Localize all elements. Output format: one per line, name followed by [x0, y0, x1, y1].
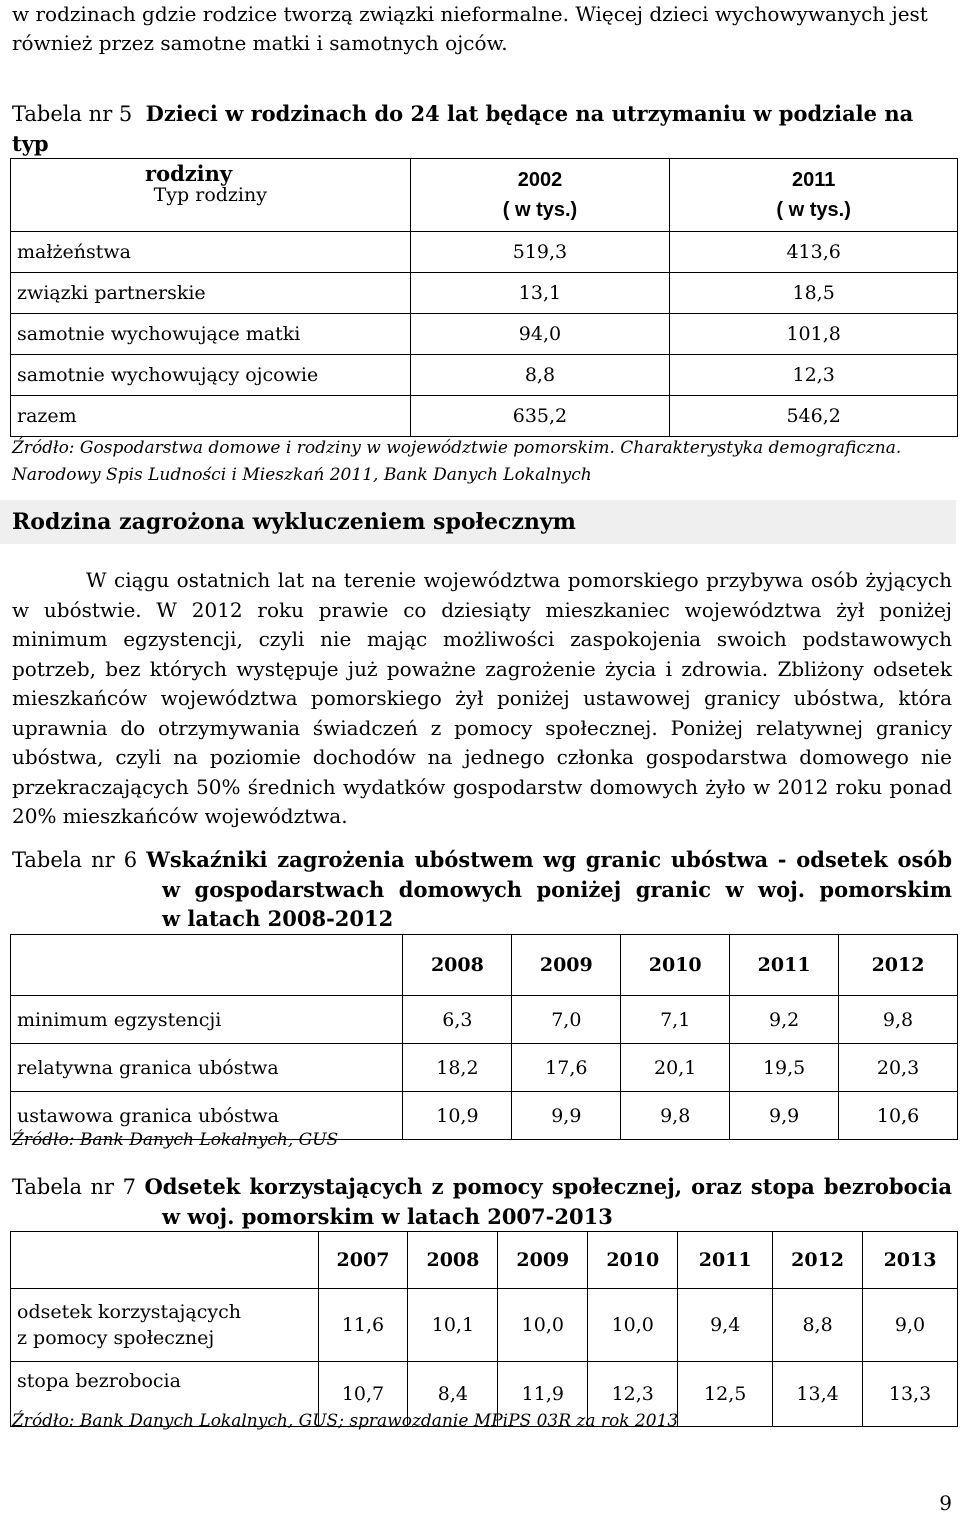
table-row: [11, 314, 958, 355]
table5: [10, 158, 958, 437]
cell: 10,0: [498, 1289, 588, 1362]
table7-header-row: [11, 1232, 958, 1289]
cell: 17,6: [512, 1044, 621, 1092]
cell: 9,9: [512, 1092, 621, 1140]
year-header: 2011: [678, 1232, 773, 1289]
cell-2002: 13,1: [410, 273, 670, 314]
table5-title-cont: rodziny: [145, 161, 233, 186]
cell: 7,0: [512, 996, 621, 1044]
row-label: odsetek korzystających z pomocy społecznej: [11, 1289, 319, 1362]
cell: 10,6: [839, 1092, 958, 1140]
table6-source: Źródło: Bank Danych Lokalnych, GUS: [12, 1130, 339, 1150]
body-paragraph: W ciągu ostatnich lat na terenie województwa pomorskiego przybywa osób żyjących w ubóstwie. W 2012 roku prawie co dziesiąty mieszkaniec województwa żył poniżej minimum egzystencji, czyli nie mając możliwości zaspokojenia swoich podstawowych potrzeb, bez których występuje już poważne zagrożenie życia i zdrowia. Zbliżony odsetek mieszkańców województwa pomorskiego żył poniżej ustawowej granicy ubóstwa, która uprawnia do otrzymywania świadczeń z pomocy społecznej. Poniżej relatywnej granicy ubóstwa, czyli na poziomie dochodów na jednego członka gospodarstwa domowego nie przekraczających 50% średnich wydatków gospodarstw domowych żyło w 2012 roku ponad 20% mieszkańców województwa.: [12, 568, 952, 828]
row-label: ustawowa granica ubóstwa: [11, 1092, 403, 1140]
cell-2011: 101,8: [670, 314, 958, 355]
cell: 9,8: [839, 996, 958, 1044]
table6-header-row: [11, 935, 958, 996]
cell: 9,2: [730, 996, 839, 1044]
cell: 12,5: [678, 1362, 773, 1427]
section-heading: Rodzina zagrożona wykluczeniem społecznym: [0, 500, 956, 544]
page-number: 9: [939, 1491, 952, 1515]
table6-number: Tabela nr 6: [12, 848, 138, 872]
cell: 8,8: [773, 1289, 863, 1362]
cell: 8,4: [408, 1362, 498, 1427]
table-row: [11, 232, 958, 273]
table5-number: Tabela nr 5: [12, 102, 133, 126]
year-header: 2009: [498, 1232, 588, 1289]
year-header: 2010: [588, 1232, 678, 1289]
cell: 20,1: [621, 1044, 730, 1092]
cell-2002: 635,2: [410, 396, 670, 437]
table5-header-year2: 2011 ( w tys.): [670, 159, 958, 232]
row-label: minimum egzystencji: [11, 996, 403, 1044]
year-header: 2008: [408, 1232, 498, 1289]
row-label: samotnie wychowujący ojcowie: [11, 355, 411, 396]
table-row: [11, 1044, 958, 1092]
cell: 9,8: [621, 1092, 730, 1140]
cell-2002: 519,3: [410, 232, 670, 273]
cell-2011: 18,5: [670, 273, 958, 314]
table6: [10, 934, 958, 1140]
year-header: 2012: [773, 1232, 863, 1289]
cell: 12,3: [588, 1362, 678, 1427]
table5-header-type: Typ rodziny: [11, 159, 411, 232]
cell: 10,0: [588, 1289, 678, 1362]
table5-header-year1: 2002 ( w tys.): [410, 159, 670, 232]
table7-title-cont: w woj. pomorskim w latach 2007-2013: [162, 1204, 613, 1229]
table-row: [11, 273, 958, 314]
cell: 11,9: [498, 1362, 588, 1427]
cell: 7,1: [621, 996, 730, 1044]
table5-header-row: [11, 159, 958, 232]
table6-title: Wskaźniki zagrożenia ubóstwem wg granic ubóstwa - odsetek osób: [146, 847, 952, 872]
year-header: 2010: [621, 935, 730, 996]
table-row: [11, 355, 958, 396]
table7-number: Tabela nr 7: [12, 1175, 136, 1199]
cell: 13,3: [863, 1362, 958, 1427]
table6-header-empty: [11, 935, 403, 996]
table5-title: Dzieci w rodzinach do 24 lat będące na utrzymaniu w podziale na typ: [12, 101, 914, 156]
row-label: stopa bezrobocia: [11, 1362, 319, 1427]
cell: 9,0: [863, 1289, 958, 1362]
table-row: [11, 1289, 958, 1362]
row-label: małżeństwa: [11, 232, 411, 273]
intro-text: w rodzinach gdzie rodzice tworzą związki nieformalne. Więcej dzieci wychowywanych jest również przez samotne matki i samotnych ojców.: [12, 2, 928, 55]
table7-title: Odsetek korzystających z pomocy społecznej, oraz stopa bezrobocia: [144, 1174, 952, 1199]
year-header: 2011: [730, 935, 839, 996]
cell: 20,3: [839, 1044, 958, 1092]
row-label: razem: [11, 396, 411, 437]
cell: 13,4: [773, 1362, 863, 1427]
cell: 9,9: [730, 1092, 839, 1140]
table7: [10, 1231, 958, 1427]
cell-2002: 94,0: [410, 314, 670, 355]
row-label: relatywna granica ubóstwa: [11, 1044, 403, 1092]
year-header: 2008: [403, 935, 512, 996]
year-header: 2007: [318, 1232, 408, 1289]
table-row: [11, 396, 958, 437]
cell: 18,2: [403, 1044, 512, 1092]
table7-source: Źródło: Bank Danych Lokalnych, GUS; sprawozdanie MPiPS 03R za rok 2013: [12, 1411, 679, 1431]
row-label: samotnie wychowujące matki: [11, 314, 411, 355]
table7-header-empty: [11, 1232, 319, 1289]
table-row: [11, 996, 958, 1044]
year-header: 2013: [863, 1232, 958, 1289]
table7-caption: [12, 1172, 952, 1231]
row-label: związki partnerskie: [11, 273, 411, 314]
cell: 10,1: [408, 1289, 498, 1362]
cell-2002: 8,8: [410, 355, 670, 396]
table5-source: Źródło: Gospodarstwa domowe i rodziny w województwie pomorskim. Charakterystyka demograficzna. Narodowy Spis Ludności i Mieszkań 2011, Bank Danych Lokalnych: [12, 438, 902, 485]
cell: 11,6: [318, 1289, 408, 1362]
cell: 10,9: [403, 1092, 512, 1140]
table6-title-cont1: w gospodarstwach domowych poniżej granic w woj. pomorskim: [162, 877, 952, 902]
cell-2011: 12,3: [670, 355, 958, 396]
year-header: 2012: [839, 935, 958, 996]
cell-2011: 546,2: [670, 396, 958, 437]
cell: 9,4: [678, 1289, 773, 1362]
cell: 6,3: [403, 996, 512, 1044]
table6-caption: [12, 845, 952, 933]
cell: 10,7: [318, 1362, 408, 1427]
table6-title-cont2: w latach 2008-2012: [162, 906, 394, 931]
year-header: 2009: [512, 935, 621, 996]
cell-2011: 413,6: [670, 232, 958, 273]
cell: 19,5: [730, 1044, 839, 1092]
